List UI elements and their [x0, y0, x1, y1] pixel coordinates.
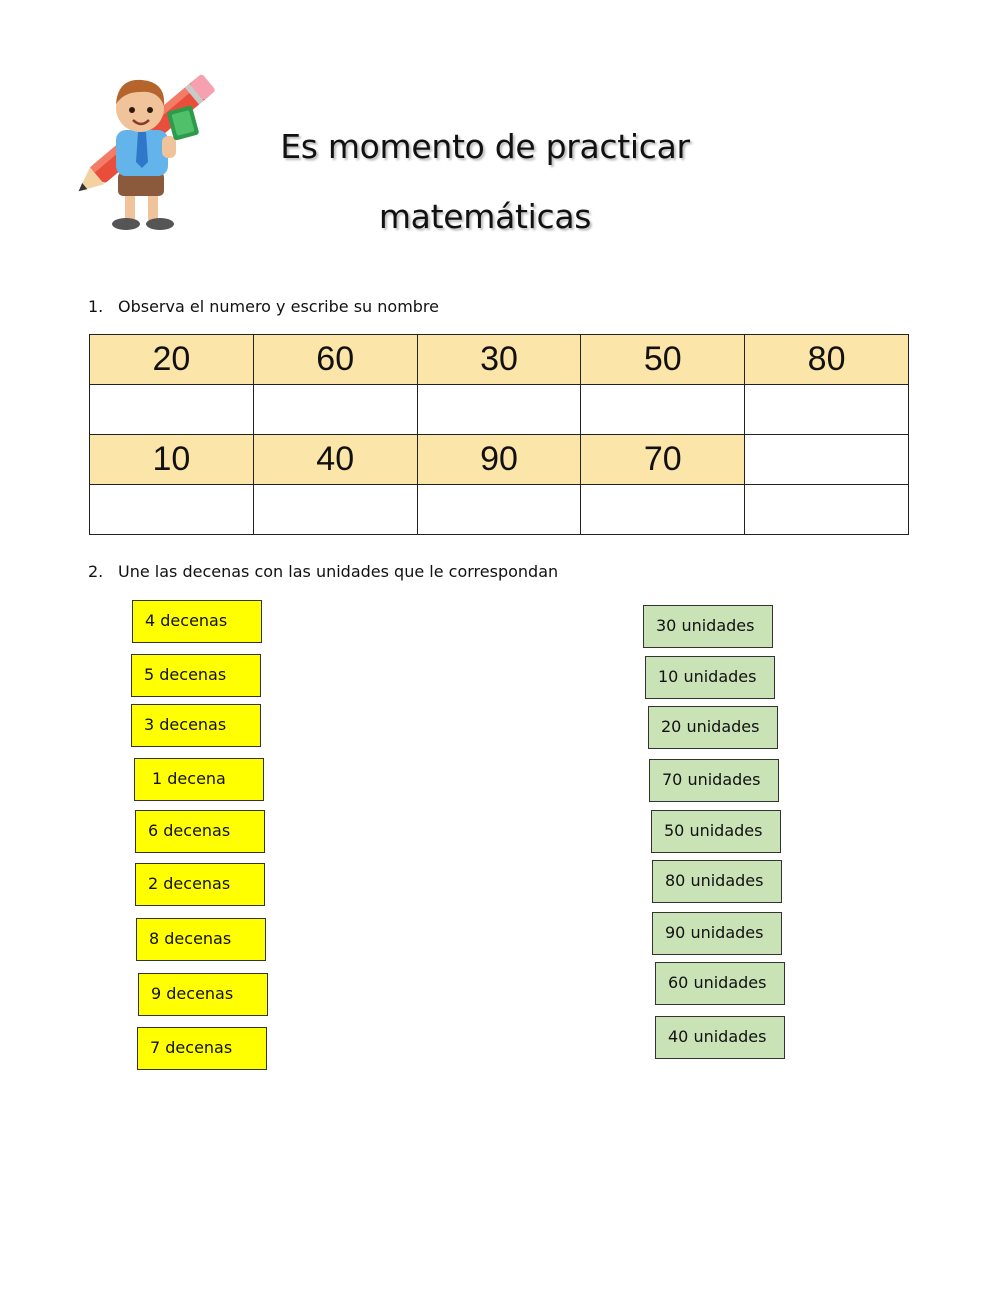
- answer-cell[interactable]: [745, 385, 909, 435]
- question-2-text: Une las decenas con las unidades que le correspondan: [118, 562, 559, 581]
- question-1-number: 1.: [88, 297, 104, 316]
- number-cell: 40: [253, 435, 417, 485]
- unidad-box[interactable]: 40 unidades: [655, 1016, 785, 1059]
- answer-cell[interactable]: [581, 385, 745, 435]
- number-grid: [89, 334, 909, 535]
- answer-cell[interactable]: [90, 385, 254, 435]
- unidad-box[interactable]: 50 unidades: [651, 810, 781, 853]
- answer-cell[interactable]: [417, 485, 581, 535]
- decena-box[interactable]: 7 decenas: [137, 1027, 267, 1070]
- number-cell: 20: [90, 335, 254, 385]
- number-cell: 80: [745, 335, 909, 385]
- answer-cell[interactable]: [253, 385, 417, 435]
- question-1: [88, 297, 439, 316]
- decena-box[interactable]: 3 decenas: [131, 704, 261, 747]
- decena-box[interactable]: 9 decenas: [138, 973, 268, 1016]
- worksheet-title-line-2: matemáticas: [378, 197, 592, 236]
- answer-cell[interactable]: [253, 485, 417, 535]
- empty-cell: [745, 435, 909, 485]
- decena-box[interactable]: 5 decenas: [131, 654, 261, 697]
- answer-row-1: [90, 385, 909, 435]
- answer-cell[interactable]: [417, 385, 581, 435]
- unidad-box[interactable]: 60 unidades: [655, 962, 785, 1005]
- number-cell: 90: [417, 435, 581, 485]
- question-2: [88, 562, 558, 581]
- answer-cell[interactable]: [90, 485, 254, 535]
- number-cell: 50: [581, 335, 745, 385]
- question-2-number: 2.: [88, 562, 104, 581]
- number-cell: 70: [581, 435, 745, 485]
- unidad-box[interactable]: 20 unidades: [648, 706, 778, 749]
- decena-box[interactable]: 8 decenas: [136, 918, 266, 961]
- decena-box[interactable]: 4 decenas: [132, 600, 262, 643]
- answer-cell[interactable]: [581, 485, 745, 535]
- number-row-2: [90, 435, 909, 485]
- number-cell: 10: [90, 435, 254, 485]
- unidad-box[interactable]: 70 unidades: [649, 759, 779, 802]
- worksheet-title-line-1: Es momento de practicar: [280, 127, 690, 166]
- unidad-box[interactable]: 80 unidades: [652, 860, 782, 903]
- question-1-text: Observa el numero y escribe su nombre: [118, 297, 439, 316]
- number-cell: 30: [417, 335, 581, 385]
- number-row-1: [90, 335, 909, 385]
- decena-box[interactable]: 6 decenas: [135, 810, 265, 853]
- unidad-box[interactable]: 10 unidades: [645, 656, 775, 699]
- answer-cell[interactable]: [745, 485, 909, 535]
- number-cell: 60: [253, 335, 417, 385]
- decena-box[interactable]: 2 decenas: [135, 863, 265, 906]
- answer-row-2: [90, 485, 909, 535]
- decena-box[interactable]: 1 decena: [134, 758, 264, 801]
- unidad-box[interactable]: 30 unidades: [643, 605, 773, 648]
- unidad-box[interactable]: 90 unidades: [652, 912, 782, 955]
